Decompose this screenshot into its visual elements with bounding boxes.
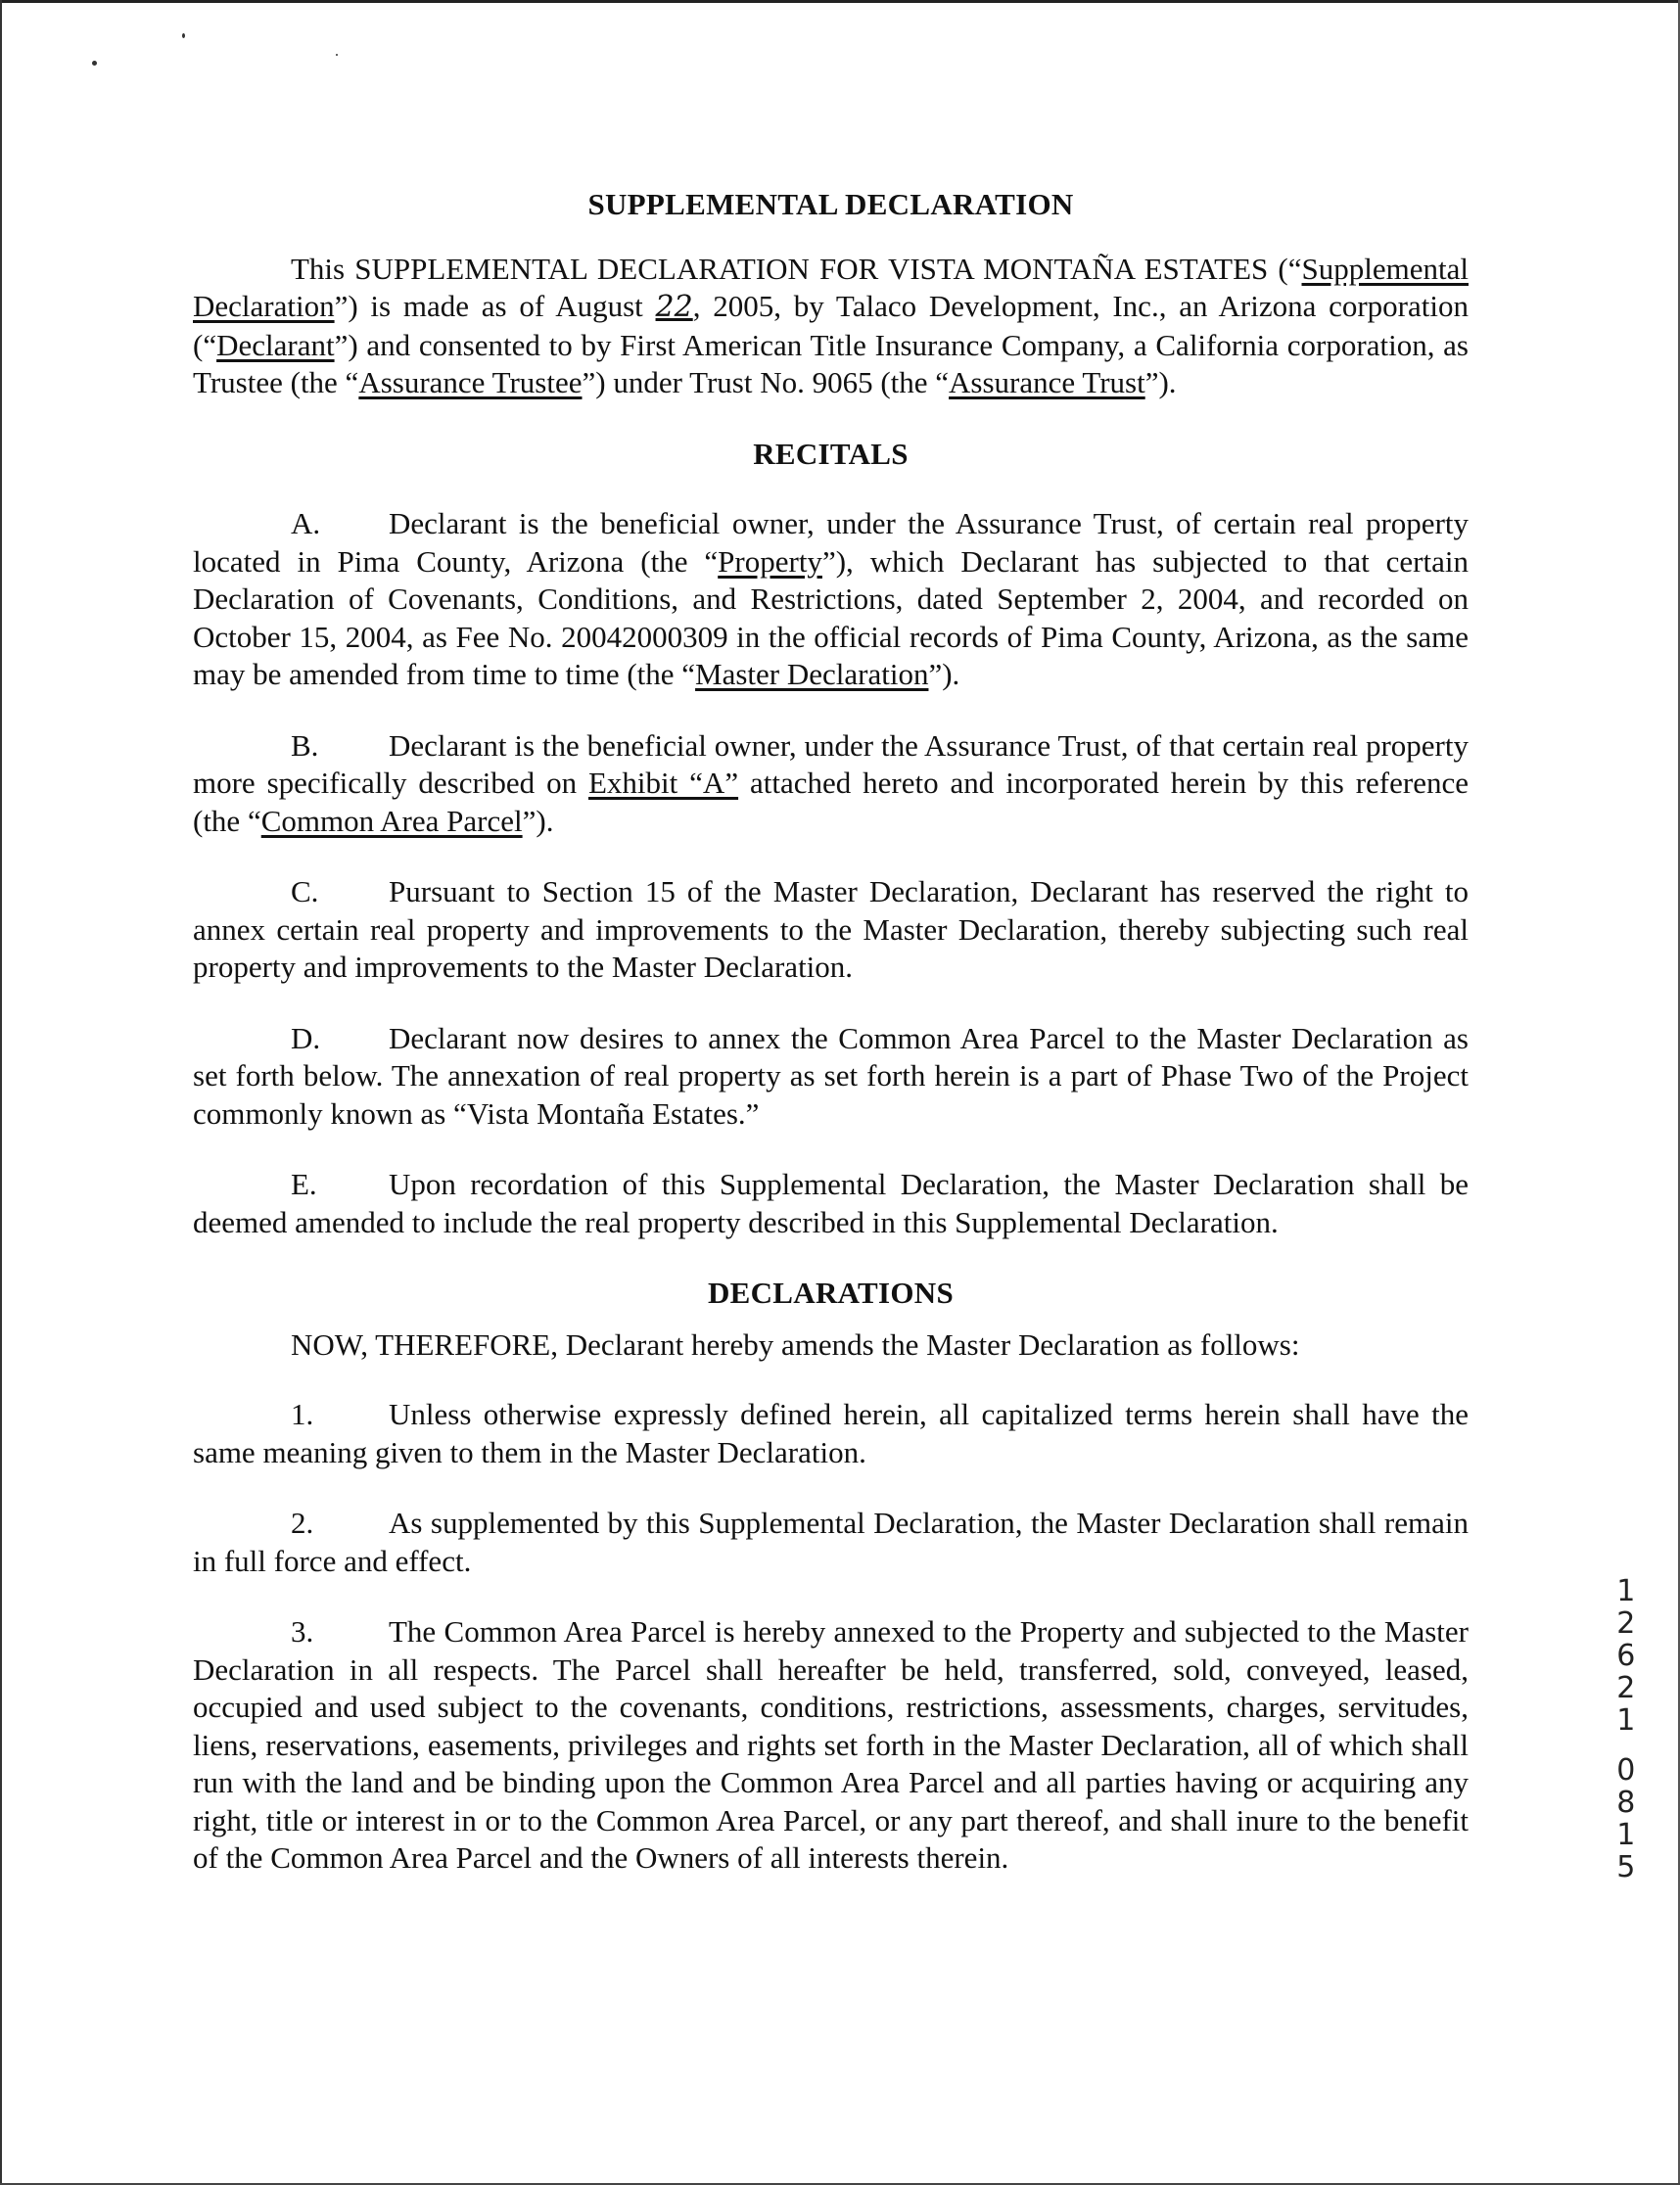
term-supplemental-declaration: Supplemental Declaration [193,251,1469,323]
scan-speck [92,61,97,66]
scan-speck [182,33,185,38]
page-left-edge [0,0,2,2185]
declaration-item-2: 2. As supplemented by this Supplemental Declaration, the Master Declaration shall remain in full force and effect. [193,1506,1469,1578]
term-exhibit-a: Exhibit “A” [587,766,739,800]
term-assurance-trust: Assurance Trust [949,365,1145,399]
term-master-declaration: Master Declaration [695,657,929,691]
recording-page-number: 0815 [1609,1753,1644,1883]
declarations-preamble: NOW, THEREFORE, Declarant hereby amends the Master Declaration as follows: [291,1326,1300,1362]
document-title: SUPPLEMENTAL DECLARATION [587,187,1074,221]
recording-stamp [1606,1574,1645,1883]
declaration-item-3: 3. The Common Area Parcel is hereby annexed to the Property and subjected to the Master Declaration in all respects. The Parcel shall hereafter be held, transferred, sold, conveyed, leased, occupied and used subject to the covenants, conditions, restrictions, assessments, charges, servitudes, liens, reservations, easements, privileges and rights set forth in the Master Declaration, all of which shall run with the land and be binding upon the Common Area Parcel and all parties having or acquiring any right, title or interest in or to the Common Area Parcel, or any part thereof, and shall inure to the benefit of the Common Area Parcel and the Owners of all interests therein. [193,1614,1469,1875]
recitals-heading: RECITALS [753,436,909,471]
recital-c: C. Pursuant to Section 15 of the Master Declaration, Declarant has reserved the right to annex certain real property and improvements to the Master Declaration, thereby subjecting such real property and improvements to the Master Declaration. [193,874,1469,984]
intro-paragraph: This SUPPLEMENTAL DECLARATION FOR VISTA MONTAÑA ESTATES (“Supplemental Declaration”) is made as of August 22, 2005, by Talaco Development, Inc., an Arizona corporation (“Declarant”) and consented to by First American Title Insurance Company, a California corporation, as Trustee (the “Assurance Trustee”) under Trust No. 9065 (the “Assurance Trust”). [193,251,1469,399]
term-property: Property [718,543,822,579]
declarations-heading: DECLARATIONS [707,1276,955,1310]
recital-e: E. Upon recordation of this Supplemental Declaration, the Master Declaration shall be deemed amended to include the real property described in this Supplemental Declaration. [193,1167,1469,1239]
term-declarant: Declarant [216,327,335,362]
page-top-edge [0,0,1680,3]
term-common-area-parcel: Common Area Parcel [260,803,523,838]
handwritten-date-day: 22 [655,290,693,324]
recital-d: D. Declarant now desires to annex the Common Area Parcel to the Master Declaration as set forth below. The annexation of real property as set forth herein is a part of Phase Two of the Project commonly known as “Vista Montaña Estates.” [193,1020,1469,1131]
recording-docket-number: 12621 [1609,1574,1644,1736]
document-body [193,186,1469,1878]
term-assurance-trustee: Assurance Trustee [358,365,583,399]
declaration-item-1: 1. Unless otherwise expressly defined herein, all capitalized terms herein shall have the same meaning given to them in the Master Declaration. [193,1397,1469,1469]
scan-speck [336,54,338,56]
recital-a: A. Declarant is the beneficial owner, under the Assurance Trust, of certain real property located in Pima County, Arizona (the “Property”), which Declarant has subjected to that certain Declaration of Covenants, Conditions, and Restrictions, dated September 2, 2004, and recorded on October 15, 2004, as Fee No. 20042000309 in the official records of Pima County, Arizona, as the same may be amended from time to time (the “Master Declaration”). [193,506,1469,691]
recital-b: B. Declarant is the beneficial owner, under the Assurance Trust, of that certain real property more specifically described on Exhibit “A” attached hereto and incorporated herein by this reference (the “Common Area Parcel”). [193,727,1469,838]
